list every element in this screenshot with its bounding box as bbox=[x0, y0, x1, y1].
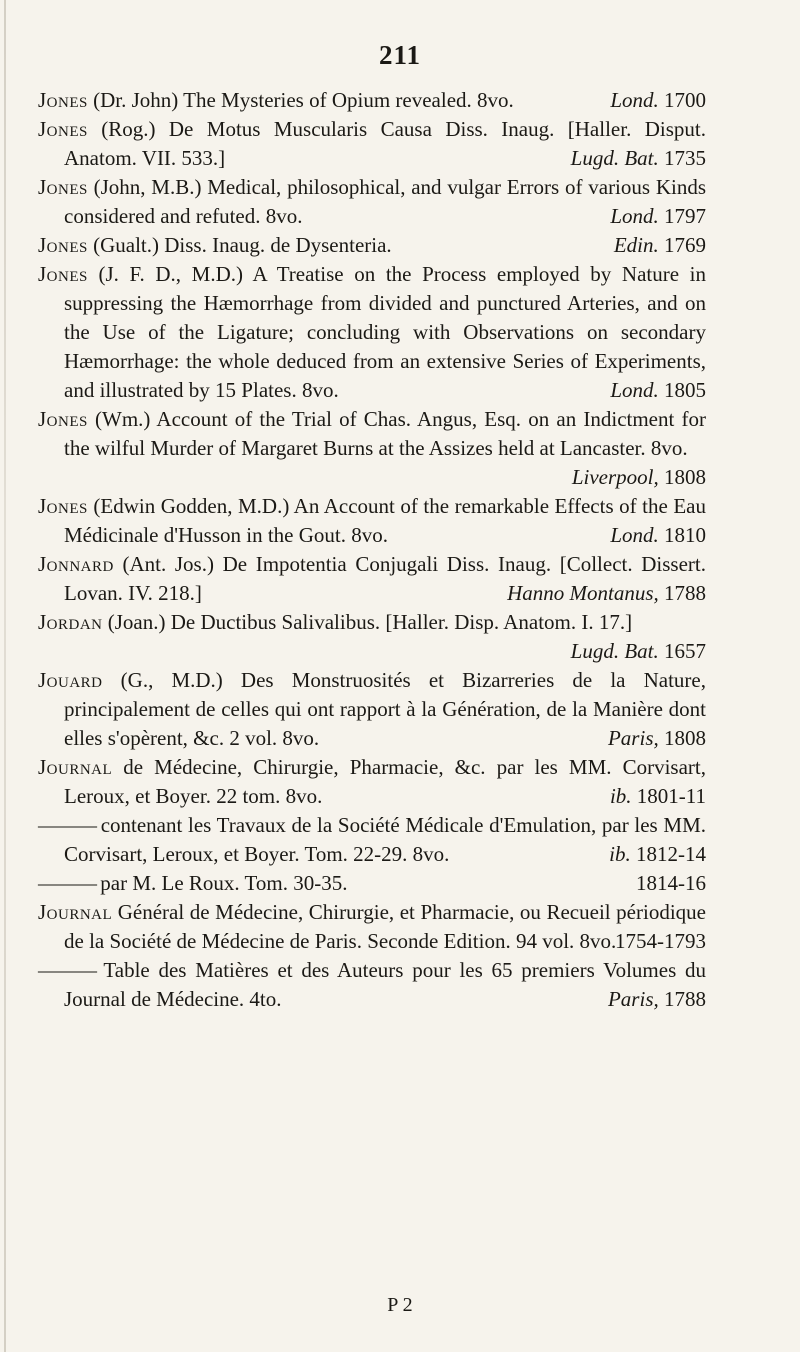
entry-imprint bbox=[570, 637, 706, 666]
entry-imprint bbox=[609, 840, 706, 869]
bibliography-entry bbox=[38, 666, 706, 753]
entry-place: Lond. bbox=[610, 88, 659, 112]
bibliography-entry bbox=[38, 898, 706, 956]
entry-place: ib. bbox=[609, 784, 632, 808]
entry-author-name: Jonnard bbox=[38, 552, 114, 576]
bibliography-entry bbox=[38, 492, 706, 550]
entry-title: (Joan.) De Ductibus Salivalibus. [Haller. Disp. Anatom. I. 17.] bbox=[107, 610, 633, 634]
entry-title: de Médecine, Chirurgie, Pharmacie, &c. par les MM. Corvisart, Leroux, et Boyer. 22 tom. 8vo. bbox=[64, 755, 706, 808]
bibliography-entry bbox=[38, 811, 706, 869]
entry-author-name: ——— bbox=[38, 871, 95, 895]
entry-title: Général de Médecine, Chirurgie, et Pharmacie, ou Recueil périodique de la Société de Médecine de Paris. Seconde Edition. 94 vol. 8vo. bbox=[64, 900, 706, 953]
entry-imprint bbox=[609, 782, 706, 811]
entry-year: 1788 bbox=[664, 987, 706, 1011]
entry-year: 1735 bbox=[664, 146, 706, 170]
entry-author-name: Jones bbox=[38, 494, 88, 518]
entry-title: (Gualt.) Diss. Inaug. de Dysenteria. bbox=[93, 233, 392, 257]
entry-imprint bbox=[636, 869, 706, 898]
entry-year: 1810 bbox=[664, 523, 706, 547]
entry-year: 1814-16 bbox=[636, 871, 706, 895]
entry-imprint bbox=[607, 724, 706, 753]
entry-imprint bbox=[610, 521, 706, 550]
entry-imprint bbox=[610, 202, 706, 231]
entry-author-name: ——— bbox=[38, 813, 95, 837]
entry-place: Lugd. Bat. bbox=[570, 639, 659, 663]
entry-title: (G., M.D.) Des Monstruosités et Bizarreries de la Nature, principalement de celles qui ont rapport à la Génération, de la Manière dont elles s'opèrent, &c. 2 vol. 8vo. bbox=[64, 668, 706, 750]
entry-year: 1788 bbox=[664, 581, 706, 605]
page-number: 211 bbox=[378, 40, 421, 70]
entry-year: 1797 bbox=[664, 204, 706, 228]
entry-place: Edin. bbox=[613, 233, 659, 257]
entry-author-name: Journal bbox=[38, 900, 113, 924]
entry-year: 1808 bbox=[664, 726, 706, 750]
entry-year: 1700 bbox=[664, 88, 706, 112]
entry-title: (J. F. D., M.D.) A Treatise on the Process employed by Nature in suppressing the Hæmorrhage from divided and punctured Arteries, and on the Use of the Ligature; concluding with Observations on secondary Hæmorrhage: the whole deduced from an extensive Series of Experiments, and illustrated by 15 Plates. 8vo. bbox=[64, 262, 707, 402]
entry-title: contenant les Travaux de la Société Médicale d'Emulation, par les MM. Corvisart, Leroux, et Boyer. Tom. 22-29. 8vo. bbox=[64, 813, 706, 866]
entry-place: ib. bbox=[609, 842, 631, 866]
bibliography-entry bbox=[38, 86, 706, 115]
entry-place: Lond. bbox=[610, 378, 659, 402]
entry-year: 1805 bbox=[664, 378, 706, 402]
bibliography-list bbox=[38, 86, 706, 1014]
entry-year: 1769 bbox=[664, 233, 706, 257]
entry-title: Table des Matières et des Auteurs pour les 65 premiers Volumes du Journal de Médecine. 4to. bbox=[64, 958, 707, 1011]
entry-author-name: Jones bbox=[38, 233, 88, 257]
entry-place: Paris, bbox=[607, 726, 659, 750]
bibliography-entry bbox=[38, 956, 706, 1014]
entry-imprint bbox=[610, 86, 706, 115]
bibliography-entry bbox=[38, 115, 706, 173]
entry-author-name: Jones bbox=[38, 88, 88, 112]
entry-title: (John, M.B.) Medical, philosophical, and vulgar Errors of various Kinds considered and refuted. 8vo. bbox=[64, 175, 707, 228]
entry-imprint bbox=[610, 376, 706, 405]
entry-place: Liverpool, bbox=[571, 465, 659, 489]
entry-author-name: Jones bbox=[38, 262, 88, 286]
printer-signature: P 2 bbox=[387, 1294, 413, 1316]
bibliography-entry bbox=[38, 405, 706, 492]
entry-place: Hanno Montanus, bbox=[507, 581, 659, 605]
entry-imprint bbox=[571, 463, 706, 492]
entry-author-name: Jouard bbox=[38, 668, 103, 692]
entry-imprint bbox=[615, 927, 706, 956]
entry-place: Paris, bbox=[607, 987, 659, 1011]
bibliography-entry bbox=[38, 173, 706, 231]
bibliography-entry bbox=[38, 869, 706, 898]
entry-author-name: ——— bbox=[38, 958, 95, 982]
entry-title: (Edwin Godden, M.D.) An Account of the remarkable Effects of the Eau Médicinale d'Husson in the Gout. 8vo. bbox=[64, 494, 706, 547]
entry-title: (Rog.) De Motus Muscularis Causa Diss. Inaug. [Haller. Disput. Anatom. VII. 533.] bbox=[64, 117, 706, 170]
page-edge-shadow bbox=[4, 0, 6, 1352]
entry-year: 1801-11 bbox=[636, 784, 706, 808]
entry-author-name: Jordan bbox=[38, 610, 103, 634]
entry-year: 1812-14 bbox=[636, 842, 706, 866]
entry-title: (Dr. John) The Mysteries of Opium revealed. 8vo. bbox=[93, 88, 514, 112]
entry-imprint bbox=[607, 985, 706, 1014]
entry-author-name: Jones bbox=[38, 117, 88, 141]
entry-title: (Ant. Jos.) De Impotentia Conjugali Diss. Inaug. [Collect. Dissert. Lovan. IV. 218.] bbox=[64, 552, 706, 605]
entry-year: 1754-1793 bbox=[615, 929, 706, 953]
entry-author-name: Jones bbox=[38, 175, 88, 199]
entry-title: par M. Le Roux. Tom. 30-35. bbox=[100, 871, 348, 895]
entry-year: 1657 bbox=[664, 639, 706, 663]
entry-title: (Wm.) Account of the Trial of Chas. Angus, Esq. on an Indictment for the wilful Murder of Margaret Burns at the Assizes held at Lancaster. 8vo. bbox=[64, 407, 706, 460]
bibliography-entry bbox=[38, 753, 706, 811]
entry-imprint bbox=[570, 144, 706, 173]
entry-imprint bbox=[613, 231, 706, 260]
entry-place: Lond. bbox=[610, 523, 659, 547]
bibliography-entry bbox=[38, 550, 706, 608]
entry-author-name: Jones bbox=[38, 407, 88, 431]
entry-author-name: Journal bbox=[38, 755, 113, 779]
bibliography-entry bbox=[38, 260, 706, 405]
bibliography-entry bbox=[38, 608, 706, 666]
entry-place: Lugd. Bat. bbox=[570, 146, 659, 170]
bibliography-entry bbox=[38, 231, 706, 260]
entry-place: Lond. bbox=[610, 204, 659, 228]
entry-year: 1808 bbox=[664, 465, 706, 489]
entry-imprint bbox=[507, 579, 706, 608]
